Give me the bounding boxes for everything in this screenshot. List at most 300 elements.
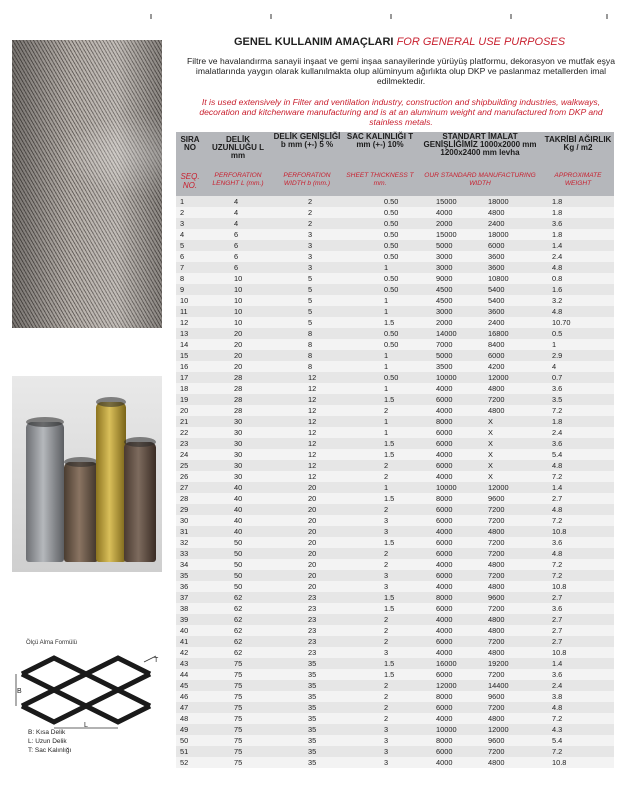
title-en: FOR GENERAL USE PURPOSES (396, 36, 566, 48)
table-cell: 28 (234, 384, 243, 393)
table-row (176, 559, 614, 570)
table-cell: 3 (384, 516, 389, 525)
table-cell: 20 (308, 571, 317, 580)
table-cell: 1.5 (384, 538, 395, 547)
table-cell: 4800 (488, 758, 505, 767)
table-cell: 2 (384, 472, 389, 481)
diagram-label-t: T (154, 657, 159, 664)
table-cell: 1.4 (552, 483, 563, 492)
table-cell: 4.8 (552, 703, 563, 712)
table-row (176, 680, 614, 691)
table-row (176, 636, 614, 647)
table-cell: 35 (308, 659, 317, 668)
table-cell: 2 (308, 197, 313, 206)
table-cell: 20 (308, 483, 317, 492)
table-cell: 40 (234, 516, 243, 525)
table-cell: 14400 (488, 681, 509, 690)
table-row (176, 537, 614, 548)
table-cell: 35 (308, 758, 317, 767)
table-cell: 22 (180, 428, 189, 437)
formula-title: Ölçü Alma Formülü (26, 640, 78, 646)
table-cell: 43 (180, 659, 189, 668)
specifications-table (176, 132, 614, 772)
table-row (176, 328, 614, 339)
table-cell: 0.50 (384, 241, 399, 250)
table-row (176, 669, 614, 680)
table-cell: 19200 (488, 659, 509, 668)
table-row (176, 295, 614, 306)
table-cell: 0.50 (384, 252, 399, 261)
table-cell: 75 (234, 736, 243, 745)
table-cell: 1.5 (384, 659, 395, 668)
table-cell: 7200 (488, 604, 505, 613)
table-row (176, 548, 614, 559)
table-cell: 75 (234, 692, 243, 701)
table-cell: 6 (234, 252, 239, 261)
table-cell: 6000 (436, 703, 453, 712)
table-cell: 30 (234, 472, 243, 481)
table-cell: 8000 (436, 736, 453, 745)
table-cell: 4 (234, 208, 239, 217)
mesh-tubes-photo (12, 376, 162, 572)
table-cell: 7200 (488, 395, 505, 404)
table-cell: 6000 (436, 461, 453, 470)
table-cell: 2400 (488, 219, 505, 228)
table-cell: 75 (234, 659, 243, 668)
table-cell: 7200 (488, 505, 505, 514)
table-cell: 0.50 (384, 274, 399, 283)
table-cell: 35 (308, 692, 317, 701)
table-row (176, 570, 614, 581)
table-cell: 5.4 (552, 736, 563, 745)
table-row (176, 416, 614, 427)
legend-t: T: Sac Kalınlığı (28, 747, 72, 754)
table-cell: 3600 (488, 307, 505, 316)
table-cell: 2.4 (552, 681, 563, 690)
table-cell: 35 (308, 681, 317, 690)
table-cell: 18 (180, 384, 189, 393)
table-cell: 1.5 (384, 318, 395, 327)
table-cell: 10 (234, 307, 243, 316)
table-cell: 51 (180, 747, 189, 756)
table-cell: 7200 (488, 549, 505, 558)
table-cell: 2 (384, 560, 389, 569)
table-cell: 7000 (436, 340, 453, 349)
table-cell: 12000 (436, 681, 457, 690)
table-cell: 3.6 (552, 439, 563, 448)
table-cell: 7200 (488, 538, 505, 547)
table-cell: 44 (180, 670, 189, 679)
table-cell: 35 (308, 736, 317, 745)
table-cell: 62 (234, 593, 243, 602)
table-cell: 0.50 (384, 285, 399, 294)
table-cell: 3.6 (552, 538, 563, 547)
table-cell: 9000 (436, 274, 453, 283)
table-cell: 12 (308, 450, 317, 459)
table-cell: 1 (384, 351, 389, 360)
table-cell: 9600 (488, 692, 505, 701)
rolled-mesh-photo (12, 40, 162, 328)
table-cell: 2400 (488, 318, 505, 327)
table-cell: 29 (180, 505, 189, 514)
table-cell: 18000 (488, 197, 509, 206)
table-cell: 50 (234, 571, 243, 580)
table-cell: 2 (384, 615, 389, 624)
table-cell: 4.8 (552, 505, 563, 514)
table-cell: 3.6 (552, 604, 563, 613)
table-cell: 3.6 (552, 384, 563, 393)
table-row (176, 482, 614, 493)
table-cell: 27 (180, 483, 189, 492)
table-cell: 62 (234, 604, 243, 613)
table-cell: 2 (384, 692, 389, 701)
table-cell: 36 (180, 582, 189, 591)
table-cell: 15 (180, 351, 189, 360)
table-cell: 30 (234, 461, 243, 470)
table-cell: 50 (234, 538, 243, 547)
table-cell: 2.7 (552, 626, 563, 635)
table-cell: 3 (308, 252, 313, 261)
table-cell: 2 (384, 681, 389, 690)
table-cell: 10 (234, 296, 243, 305)
table-cell: 48 (180, 714, 189, 723)
table-cell: 26 (180, 472, 189, 481)
table-cell: 7200 (488, 747, 505, 756)
table-cell: 46 (180, 692, 189, 701)
table-cell: 75 (234, 681, 243, 690)
table-cell: 12000 (488, 483, 509, 492)
table-cell: 75 (234, 747, 243, 756)
table-cell: 30 (234, 439, 243, 448)
table-row (176, 614, 614, 625)
table-cell: 4800 (488, 208, 505, 217)
table-cell: 1 (180, 197, 185, 206)
table-cell: 1.5 (384, 494, 395, 503)
table-row (176, 262, 614, 273)
table-cell: 4500 (436, 285, 453, 294)
table-cell: 12 (308, 417, 317, 426)
table-cell: 3.2 (552, 296, 563, 305)
table-cell: 6000 (436, 428, 453, 437)
table-cell: 6 (234, 230, 239, 239)
table-cell: 10800 (488, 274, 509, 283)
table-cell: X (488, 461, 493, 470)
table-cell: 10000 (436, 725, 457, 734)
table-cell: 4000 (436, 582, 453, 591)
table-cell: 20 (308, 549, 317, 558)
table-cell: 7200 (488, 637, 505, 646)
table-cell: 3 (384, 582, 389, 591)
table-cell: 12 (308, 373, 317, 382)
table-cell: 40 (234, 483, 243, 492)
table-cell: 8 (308, 340, 313, 349)
table-row (176, 592, 614, 603)
table-cell: 4000 (436, 450, 453, 459)
table-cell: 4500 (436, 296, 453, 305)
table-cell: 3.8 (552, 692, 563, 701)
table-cell: 2.7 (552, 615, 563, 624)
header-manufacturing-width: STANDART İMALAT GENİŞLİĞİMİZ 1000x2000 mm 1200x2400 mm levha OUR STANDARD MANUFACTURING WIDTH (423, 132, 537, 187)
table-cell: 4 (552, 362, 557, 371)
table-row (176, 229, 614, 240)
table-cell: 50 (234, 582, 243, 591)
table-cell: 20 (180, 406, 189, 415)
table-cell: 4000 (436, 384, 453, 393)
measurement-formula (14, 640, 164, 800)
table-cell: 8000 (436, 593, 453, 602)
table-cell: 23 (308, 593, 317, 602)
table-cell: 1.8 (552, 197, 563, 206)
table-cell: 20 (308, 505, 317, 514)
table-cell: 2 (384, 505, 389, 514)
table-row (176, 196, 614, 207)
table-cell: 6000 (436, 538, 453, 547)
table-cell: 8 (180, 274, 185, 283)
table-cell: 3 (384, 527, 389, 536)
table-cell: 6000 (436, 505, 453, 514)
table-cell: 4800 (488, 384, 505, 393)
table-cell: 3 (384, 747, 389, 756)
table-cell: 2 (384, 549, 389, 558)
expanded-mesh-diagram (14, 652, 164, 732)
table-header (176, 132, 614, 196)
table-row (176, 658, 614, 669)
table-row (176, 471, 614, 482)
table-cell: 20 (234, 351, 243, 360)
table-cell: 10 (234, 285, 243, 294)
table-cell: 12000 (488, 725, 509, 734)
table-cell: 6000 (436, 604, 453, 613)
table-cell: 7.2 (552, 472, 563, 481)
table-cell: 3 (308, 230, 313, 239)
table-row (176, 427, 614, 438)
table-cell: 16800 (488, 329, 509, 338)
table-cell: X (488, 417, 493, 426)
table-cell: 6000 (436, 571, 453, 580)
table-cell: 6000 (436, 670, 453, 679)
table-cell: 0.5 (552, 329, 563, 338)
table-cell: 0.50 (384, 340, 399, 349)
formula-legend (28, 728, 71, 755)
table-cell: 12 (308, 428, 317, 437)
table-cell: 5 (308, 296, 313, 305)
table-cell: 1.8 (552, 208, 563, 217)
table-row (176, 504, 614, 515)
table-row (176, 405, 614, 416)
table-cell: 8 (308, 362, 313, 371)
table-cell: 10000 (436, 483, 457, 492)
table-cell: 33 (180, 549, 189, 558)
table-cell: 3 (180, 219, 185, 228)
table-cell: 4.8 (552, 549, 563, 558)
table-cell: 1 (384, 417, 389, 426)
table-cell: 30 (234, 417, 243, 426)
table-row (176, 251, 614, 262)
table-cell: 1.4 (552, 659, 563, 668)
table-cell: 11 (180, 307, 188, 316)
table-cell: 35 (308, 670, 317, 679)
table-cell: 42 (180, 648, 189, 657)
table-row (176, 438, 614, 449)
table-cell: 8000 (436, 494, 453, 503)
table-row (176, 449, 614, 460)
table-cell: 5400 (488, 285, 505, 294)
table-cell: 6000 (488, 351, 505, 360)
table-cell: 4000 (436, 714, 453, 723)
table-cell: 16000 (436, 659, 457, 668)
table-cell: 20 (308, 560, 317, 569)
table-row (176, 372, 614, 383)
table-cell: 12 (180, 318, 189, 327)
table-cell: 40 (180, 626, 189, 635)
table-cell: 37 (180, 593, 189, 602)
table-cell: 50 (234, 560, 243, 569)
table-cell: 2.7 (552, 637, 563, 646)
table-cell: 8 (308, 351, 313, 360)
table-cell: 3 (384, 758, 389, 767)
table-cell: 10.70 (552, 318, 571, 327)
table-cell: 0.8 (552, 274, 563, 283)
table-cell: 39 (180, 615, 189, 624)
table-cell: 75 (234, 670, 243, 679)
table-cell: 4000 (436, 527, 453, 536)
table-cell: 6 (234, 263, 239, 272)
table-cell: 1.5 (384, 450, 395, 459)
table-cell: 3500 (436, 362, 453, 371)
table-cell: 1.5 (384, 670, 395, 679)
header-seq: SIRA NO SEQ. NO. (180, 135, 200, 190)
table-cell: 4000 (436, 208, 453, 217)
table-cell: 3.6 (552, 219, 563, 228)
table-row (176, 735, 614, 746)
table-cell: 2 (384, 626, 389, 635)
table-cell: 20 (308, 516, 317, 525)
table-cell: 8000 (436, 417, 453, 426)
table-row (176, 702, 614, 713)
table-cell: 18000 (488, 230, 509, 239)
table-cell: 23 (308, 626, 317, 635)
table-cell: 6000 (436, 637, 453, 646)
table-cell: 5 (308, 285, 313, 294)
diagram-label-l: L (84, 722, 88, 729)
table-cell: 52 (180, 758, 189, 767)
table-cell: 0.50 (384, 219, 399, 228)
table-cell: 15000 (436, 197, 457, 206)
table-cell: 12 (308, 384, 317, 393)
table-cell: 25 (180, 461, 189, 470)
table-cell: 0.50 (384, 197, 399, 206)
table-row (176, 361, 614, 372)
table-cell: 10 (180, 296, 189, 305)
table-cell: 4800 (488, 626, 505, 635)
table-cell: 4200 (488, 362, 505, 371)
table-cell: 5000 (436, 351, 453, 360)
table-cell: 7.2 (552, 406, 563, 415)
table-cell: 4800 (488, 648, 505, 657)
legend-l: L: Uzun Delik (28, 738, 67, 745)
table-cell: 4000 (436, 758, 453, 767)
table-cell: 9 (180, 285, 185, 294)
table-cell: 20 (308, 494, 317, 503)
table-cell: 28 (234, 395, 243, 404)
table-row (176, 240, 614, 251)
table-cell: 2 (384, 461, 389, 470)
table-cell: 2000 (436, 318, 453, 327)
table-cell: 4800 (488, 714, 505, 723)
table-cell: 35 (308, 703, 317, 712)
table-cell: 5000 (436, 241, 453, 250)
table-cell: 23 (308, 637, 317, 646)
table-row (176, 493, 614, 504)
table-cell: 19 (180, 395, 189, 404)
table-cell: 34 (180, 560, 189, 569)
table-cell: 2 (384, 406, 389, 415)
table-cell: 1 (552, 340, 557, 349)
table-cell: 30 (180, 516, 189, 525)
table-cell: 7200 (488, 571, 505, 580)
table-cell: 0.7 (552, 373, 563, 382)
table-cell: 2 (308, 208, 313, 217)
table-cell: X (488, 472, 493, 481)
table-cell: 4000 (436, 626, 453, 635)
table-cell: 7.2 (552, 560, 563, 569)
table-cell: 21 (180, 417, 189, 426)
table-cell: 30 (234, 450, 243, 459)
table-cell: 2.9 (552, 351, 563, 360)
table-cell: 75 (234, 703, 243, 712)
table-cell: 9600 (488, 736, 505, 745)
table-cell: 12 (308, 406, 317, 415)
table-cell: 17 (180, 373, 189, 382)
top-crop-marks (150, 14, 610, 20)
table-cell: 75 (234, 758, 243, 767)
table-cell: 12 (308, 395, 317, 404)
table-cell: 8 (308, 329, 313, 338)
table-cell: 7200 (488, 670, 505, 679)
table-cell: 4.8 (552, 263, 563, 272)
table-row (176, 515, 614, 526)
table-row (176, 306, 614, 317)
table-row (176, 273, 614, 284)
table-cell: 5 (308, 318, 313, 327)
table-cell: 1 (384, 263, 389, 272)
diagram-label-b: B (17, 688, 22, 695)
table-row (176, 581, 614, 592)
table-cell: 14 (180, 340, 189, 349)
table-cell: 5400 (488, 296, 505, 305)
table-cell: 1.8 (552, 230, 563, 239)
table-cell: 3 (384, 571, 389, 580)
table-cell: 6000 (436, 747, 453, 756)
table-cell: 4800 (488, 527, 505, 536)
table-cell: 35 (308, 714, 317, 723)
table-cell: 20 (234, 362, 243, 371)
table-row (176, 724, 614, 735)
table-cell: 38 (180, 604, 189, 613)
table-cell: 2 (384, 703, 389, 712)
table-cell: 50 (234, 549, 243, 558)
table-cell: 10.8 (552, 648, 567, 657)
table-cell: 12 (308, 461, 317, 470)
table-cell: 2 (180, 208, 185, 217)
table-cell: 3 (308, 241, 313, 250)
table-cell: 5 (308, 307, 313, 316)
table-cell: 10 (234, 274, 243, 283)
table-cell: 6 (234, 241, 239, 250)
table-cell: 30 (234, 428, 243, 437)
table-cell: X (488, 450, 493, 459)
table-cell: 0.50 (384, 230, 399, 239)
